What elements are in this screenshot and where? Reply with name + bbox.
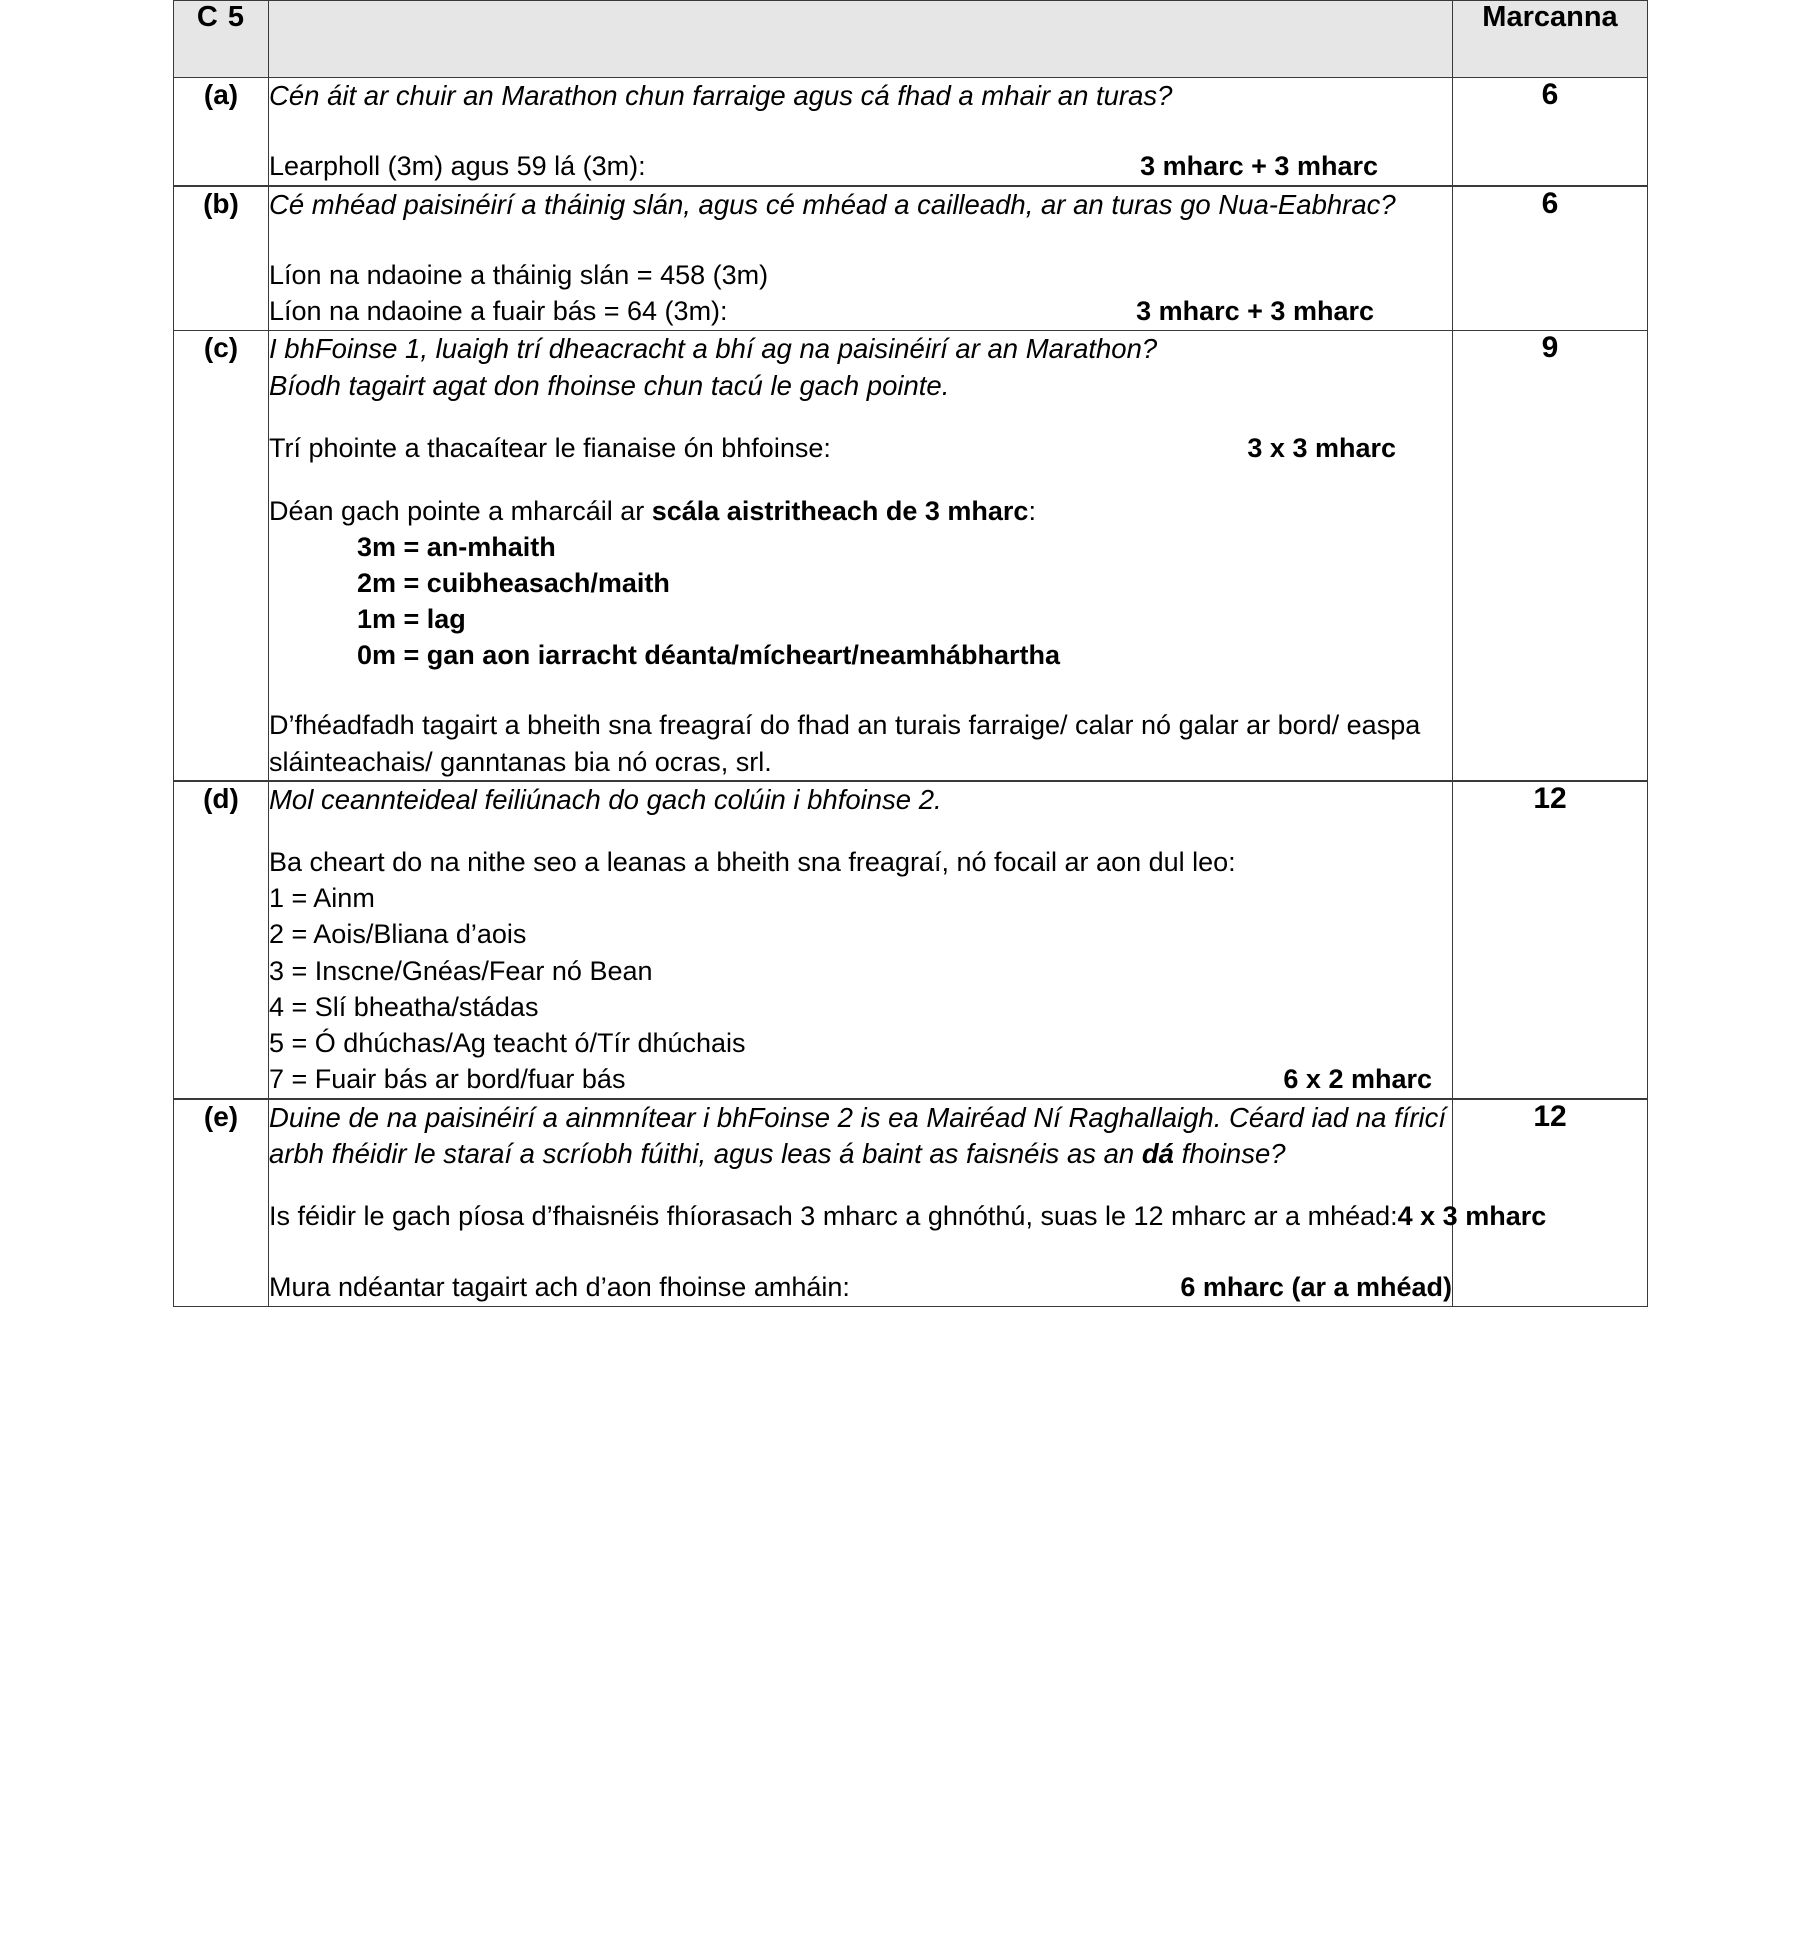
answer-body-d [269, 781, 1453, 1099]
marks-value-c: 9 [1453, 331, 1648, 781]
marking-scheme-table [173, 0, 1648, 1307]
spacer [269, 223, 1452, 257]
answer-list-d [269, 880, 1452, 1061]
marks-column-header: Marcanna [1453, 1, 1648, 78]
question-prompt-b: Cé mhéad paisinéirí a tháinig slán, agus cé mhéad a cailleadh, ar an turas go Nua-Eabhrac? [269, 189, 1396, 221]
list-item: 1m = lag [357, 604, 466, 635]
mark-note-a: 3 mharc + 3 mharc [1140, 151, 1378, 182]
intro-text-d: Ba cheart do na nithe seo a leanas a bheith sna freagraí, nó focail ar aon dul leo: [269, 847, 1236, 878]
list-item: 1 = Ainm [269, 883, 375, 914]
mark-note-d: 6 x 2 mharc [1283, 1064, 1432, 1095]
question-code-header: C 5 [174, 1, 269, 78]
prompt-pre-e: Duine de na paisinéirí a ainmnítear i bhFoinse 2 is ea Mairéad Ní Raghallaigh. Céard iad na fíricí arbh fhéidir le staraí a scríobh fúithi, agus leas á baint as faisnéis as an [269, 1101, 1447, 1170]
answer-body-a [269, 78, 1453, 187]
spacer [269, 1235, 1452, 1269]
blank-header-cell [269, 1, 1453, 78]
prompt-post-e: fhoinse? [1173, 1138, 1286, 1170]
question-prompt-d: Mol ceannteideal feiliúnach do gach colúin i bhfoinse 2. [269, 783, 942, 815]
question-prompt-c-line2: Bíodh tagairt agat don fhoinse chun tacú le gach pointe. [269, 369, 950, 401]
part-label-e: (e) [174, 1099, 269, 1307]
table-row [174, 186, 1648, 331]
table-row [174, 781, 1648, 1099]
part-label-b: (b) [174, 186, 269, 331]
points-text-c: Trí phointe a thacaítear le fianaise ón bhfoinse: [269, 432, 831, 463]
spacer [269, 114, 1452, 148]
points-line-c [269, 430, 1452, 467]
question-prompt-c-line1: I bhFoinse 1, luaigh trí dheacracht a bhí ag na paisinéirí ar an Marathon? [269, 333, 1158, 365]
marks-value-d: 12 [1453, 781, 1648, 1099]
answer-line-a [269, 148, 1452, 185]
answer-body-b [269, 186, 1453, 331]
answer-line-b-1: Líon na ndaoine a tháinig slán = 458 (3m) [269, 260, 769, 291]
marks-value-a: 6 [1453, 78, 1648, 187]
answer-body-e [269, 1099, 1547, 1307]
list-item: 2m = cuibheasach/maith [357, 567, 670, 598]
spacer [269, 467, 1452, 493]
part-label-a: (a) [174, 78, 269, 187]
scale-list-c [269, 529, 1452, 674]
answer-text-a: Learpholl (3m) agus 59 lá (3m): [269, 151, 646, 182]
part-label-d: (d) [174, 781, 269, 1099]
scale-intro-tail: : [1028, 495, 1036, 526]
list-item: 2 = Aois/Bliana d’aois [269, 919, 527, 950]
prompt-emphasis-e: dá [1141, 1138, 1174, 1170]
spacer [269, 673, 1452, 707]
second-text-e: Mura ndéantar tagairt ach d’aon fhoinse amháin: [269, 1272, 850, 1303]
answer-line-e [269, 1198, 1547, 1235]
list-item: 4 = Slí bheatha/stádas [269, 991, 539, 1022]
last-item-line-d [269, 1061, 1452, 1098]
answer-line-b-2 [269, 293, 1452, 330]
scale-intro-plain: Déan gach pointe a mharcáil ar [269, 495, 652, 526]
marks-value-b: 6 [1453, 186, 1648, 331]
mark-note-b: 3 mharc + 3 mharc [1136, 296, 1374, 327]
marks-value-e: 12 [1453, 1099, 1648, 1307]
second-line-e [269, 1269, 1452, 1306]
spacer [269, 818, 1452, 844]
mark-note-c: 3 x 3 mharc [1247, 432, 1396, 463]
mark-note-e2: 6 mharc (ar a mhéad) [1180, 1272, 1452, 1303]
table-row [174, 331, 1648, 781]
table-row [174, 78, 1648, 187]
spacer [269, 1172, 1452, 1198]
table-header-row [174, 1, 1648, 78]
question-prompt-a: Cén áit ar chuir an Marathon chun farraige agus cá fhad a mhair an turas? [269, 80, 1173, 111]
last-item-text-d: 7 = Fuair bás ar bord/fuar bás [269, 1064, 626, 1095]
list-item: 5 = Ó dhúchas/Ag teacht ó/Tír dhúchais [269, 1027, 746, 1058]
spacer [269, 404, 1452, 430]
answer-body-c [269, 331, 1453, 781]
answer-text-b: Líon na ndaoine a fuair bás = 64 (3m): [269, 296, 728, 327]
answer-text-e: Is féidir le gach píosa d’fhaisnéis fhíorasach 3 mharc a ghnóthú, suas le 12 mharc ar a mhéad: [269, 1201, 1398, 1232]
mark-note-e1: 4 x 3 mharc [1397, 1201, 1547, 1232]
closing-note-c: D’fhéadfadh tagairt a bheith sna freagraí do fhad an turais farraige/ calar nó galar ar bord/ easpa sláinteachais/ ganntanas bia nó ocras, srl. [269, 710, 1421, 777]
question-prompt-e [269, 1100, 1452, 1173]
list-item: 0m = gan aon iarracht déanta/mícheart/neamhábhartha [357, 640, 1060, 671]
list-item: 3 = Inscne/Gnéas/Fear nó Bean [269, 955, 653, 986]
part-label-c: (c) [174, 331, 269, 781]
table-row [174, 1099, 1648, 1307]
list-item: 3m = an-mhaith [357, 531, 556, 562]
scale-intro-bold: scála aistritheach de 3 mharc [651, 495, 1029, 526]
scale-intro-c [269, 493, 1452, 529]
